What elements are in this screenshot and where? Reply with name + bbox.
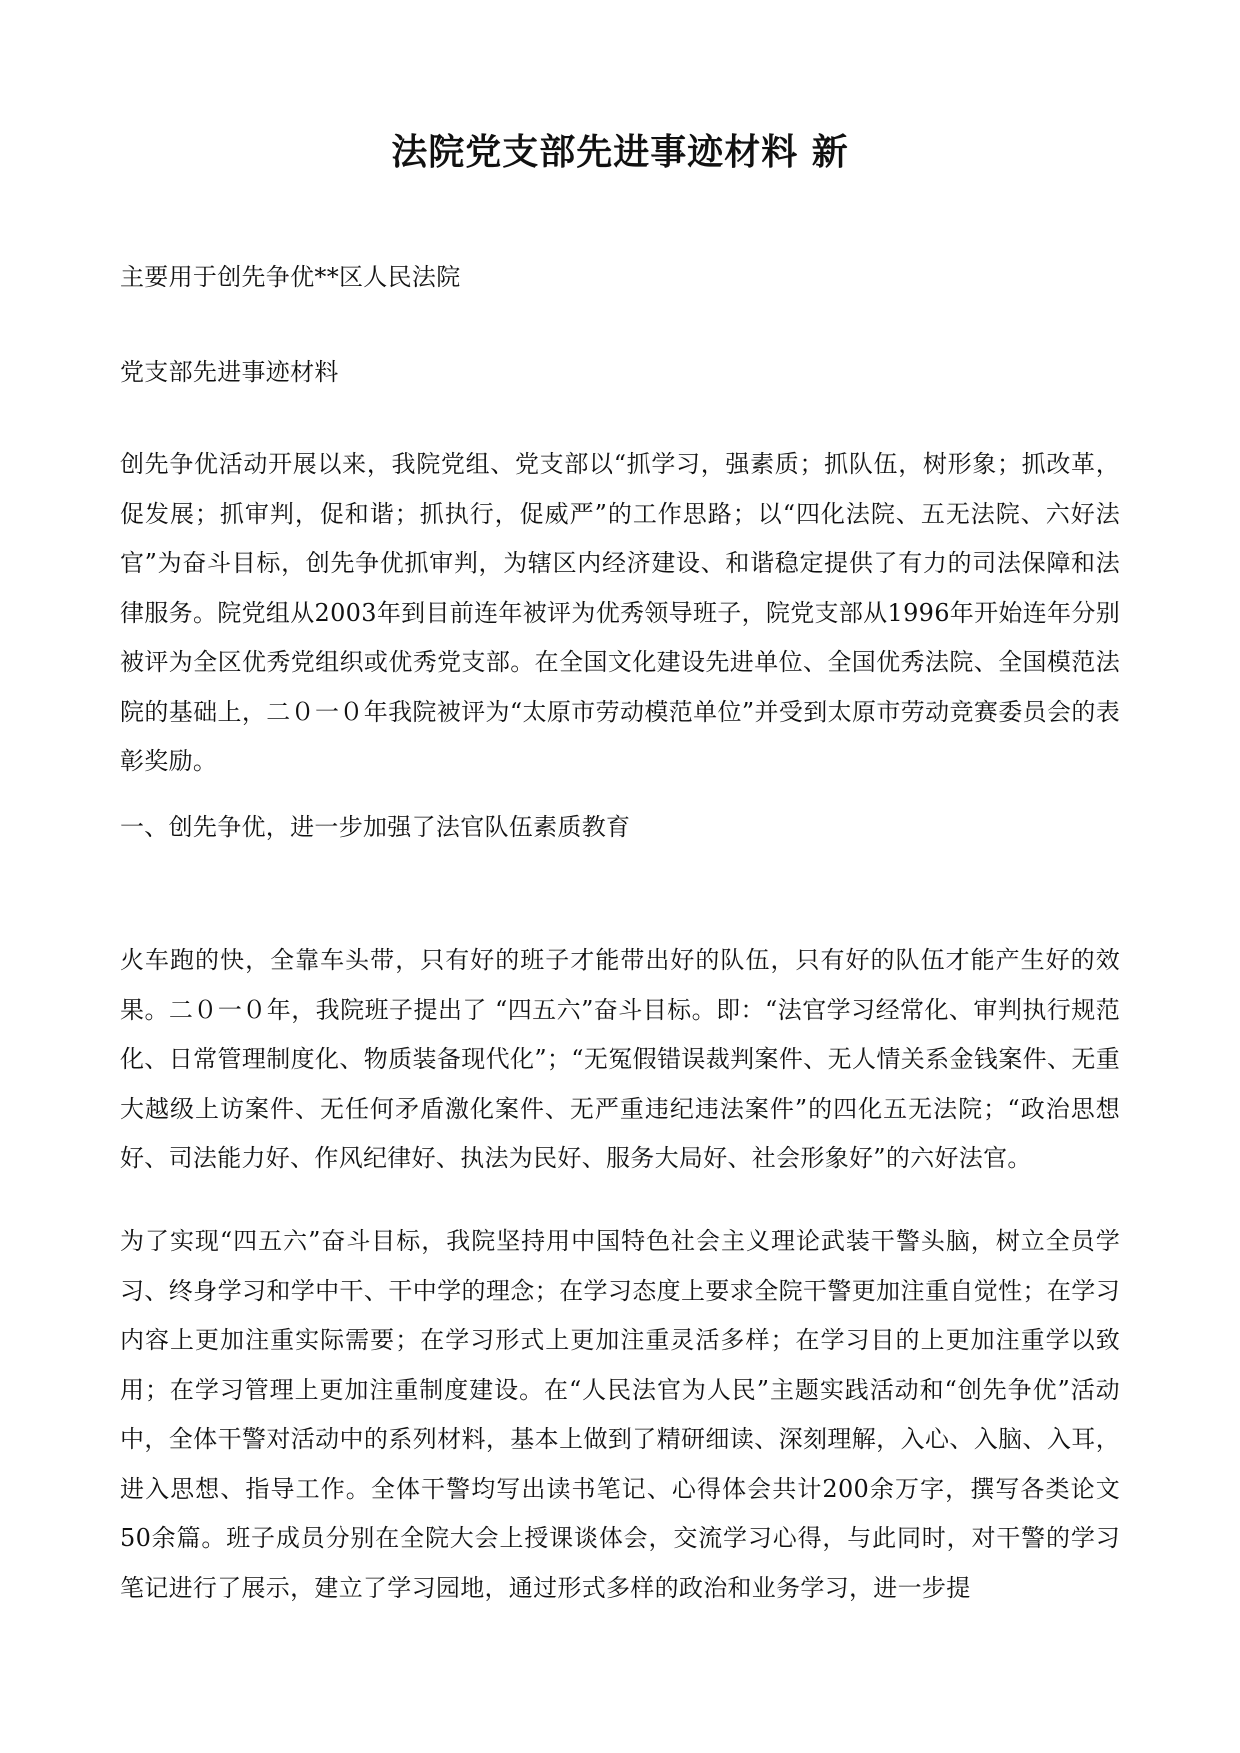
intro-paragraph: 创先争优活动开展以来，我院党组、党支部以“抓学习，强素质；抓队伍，树形象；抓改革，促发展；抓审判，促和谐；抓执行，促威严”的工作思路；以“四化法院、五无法院、六好法官”为奋斗目标，创先争优抓审判，为辖区内经济建设、和谐稳定提供了有力的司法保障和法律服务。院党组从2003年到目前连年被评为优秀领导班子，院党支部从1996年开始连年分别被评为全区优秀党组织或优秀党支部。在全国文化建设先进单位、全国优秀法院、全国模范法院的基础上，二０一０年我院被评为“太原市劳动模范单位”并受到太原市劳动竞赛委员会的表彰奖励。 xyxy=(120,450,1120,775)
section-label: 党支部先进事迹材料 xyxy=(120,358,339,386)
document-title: 法院党支部先进事迹材料 新 xyxy=(391,131,849,173)
section-heading-1: 一、创先争优，进一步加强了法官队伍素质教育 xyxy=(120,813,631,841)
body-paragraph-2: 为了实现“四五六”奋斗目标，我院坚持用中国特色社会主义理论武装干警头脑，树立全员学习、终身学习和学中干、干中学的理念；在学习态度上要求全院干警更加注重自觉性；在学习内容上更加注重实际需要；在学习形式上更加注重灵活多样；在学习目的上更加注重学以致用；在学习管理上更加注重制度建设。在“人民法官为人民”主题实践活动和“创先争优”活动中，全体干警对活动中的系列材料，基本上做到了精研细读、深刻理解，入心、入脑、入耳，进入思想、指导工作。全体干警均写出读书笔记、心得体会共计200余万字，撰写各类论文50余篇。班子成员分别在全院大会上授课谈体会，交流学习心得，与此同时，对干警的学习笔记进行了展示，建立了学习园地，通过形式多样的政治和业务学习，进一步提 xyxy=(120,1227,1120,1602)
body-paragraph-1: 火车跑的快，全靠车头带，只有好的班子才能带出好的队伍，只有好的队伍才能产生好的效果。二０一０年，我院班子提出了 “四五六”奋斗目标。即：“法官学习经常化、审判执行规范化、日常管理制度化、物质装备现代化”；“无冤假错误裁判案件、无人情关系金钱案件、无重大越级上访案件、无任何矛盾激化案件、无严重违纪违法案件”的四化五无法院；“政治思想好、司法能力好、作风纪律好、执法为民好、服务大局好、社会形象好”的六好法官。 xyxy=(120,946,1120,1172)
subtitle-line: 主要用于创先争优**区人民法院 xyxy=(120,263,461,291)
